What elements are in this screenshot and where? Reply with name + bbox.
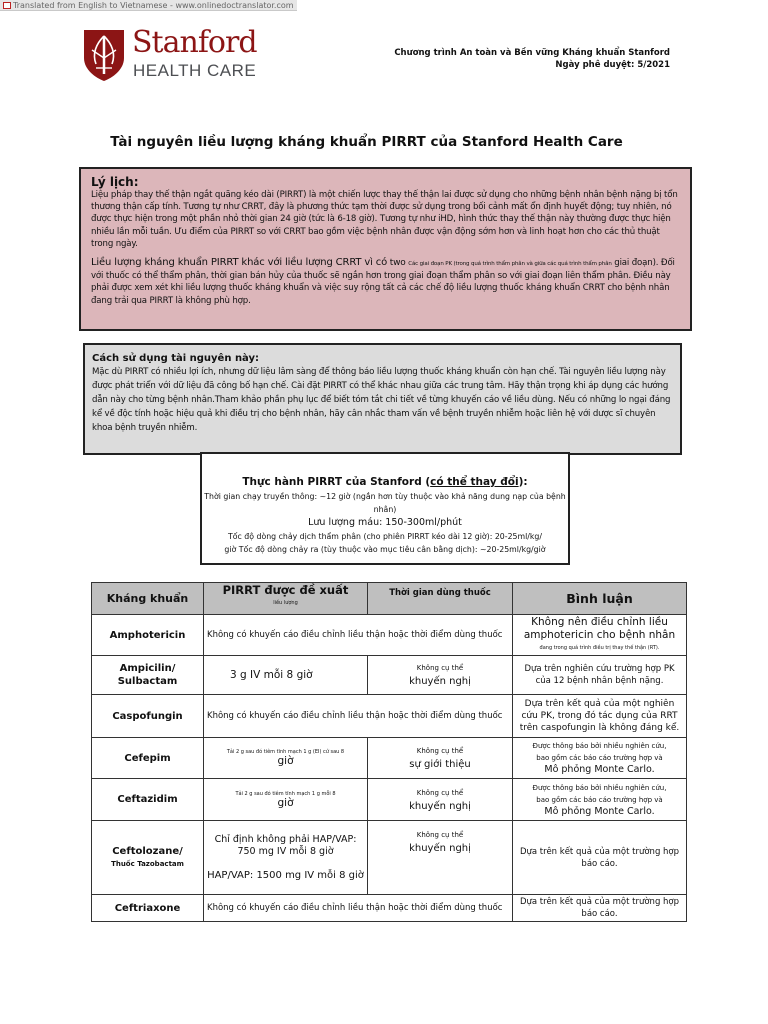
- ceftazidim-timing-1: Không cụ thể: [416, 788, 464, 797]
- cefepim-timing-1: Không cụ thể: [416, 747, 464, 755]
- ampicilin-comment: Dựa trên nghiên cứu trường hợp PK của 12 bệnh nhân bệnh nặng.: [513, 656, 687, 695]
- cefepim-dose-big: giờ: [277, 755, 294, 767]
- caspofungin-no-adjustment: Không có khuyến cáo điều chỉnh liều thận hoặc thời điểm dùng thuốc: [204, 695, 513, 738]
- background-paragraph-2: [91, 257, 680, 307]
- ceftolozane-timing-1: Không cụ thể: [416, 831, 464, 839]
- practice-runtime: Thời gian chạy truyền thông: ~12 giờ (ngắn hơn tùy thuộc vào khả năng dung nạp của bệnh nhân): [204, 492, 566, 514]
- table-row: [92, 656, 687, 695]
- table-header-row: [92, 583, 687, 615]
- amphotericin-comment-small: đang trong quá trình điều trị thay thế thận (RT).: [539, 645, 660, 651]
- usage-section: [83, 343, 682, 455]
- ampicilin-name-2: Sulbactam: [117, 676, 178, 687]
- ceftolozane-comment: Dựa trên kết quả của một trường hợp báo cáo.: [513, 821, 687, 895]
- table-row: [92, 738, 687, 779]
- program-name: Chương trình An toàn và Bền vững Kháng khuẩn Stanford: [394, 48, 670, 58]
- ceftazidim-dose-small: Tải 2 g sau đó tiêm tĩnh mạch 1 g mỗi 8: [235, 790, 336, 797]
- ceftolozane-dose-2: HAP/VAP: 1500 mg IV mỗi 8 giờ: [207, 869, 364, 881]
- drug-ampicilin-sulbactam: [92, 656, 204, 695]
- table-row: [92, 695, 687, 738]
- ceftriaxone-no-adjustment: Không có khuyến cáo điều chỉnh liều thận hoặc thời điểm dùng thuốc: [204, 895, 513, 922]
- amphotericin-no-adjustment: Không có khuyến cáo điều chỉnh liều thận hoặc thời điểm dùng thuốc: [204, 615, 513, 656]
- ceftazidim-timing-2: khuyến nghị: [409, 800, 471, 812]
- cefepim-comment: [513, 738, 687, 779]
- drug-caspofungin: Caspofungin: [92, 695, 204, 738]
- ampicilin-name-1: Ampicilin/: [119, 663, 176, 674]
- ceftazidim-comment: [513, 779, 687, 821]
- practice-title-suffix: ):: [518, 476, 528, 488]
- ampicilin-dose: 3 g IV mỗi 8 giờ: [204, 656, 368, 695]
- stanford-shield-icon: [82, 28, 126, 82]
- practice-effluent-rate: giờ Tốc độ dòng chảy ra (tùy thuộc vào mục tiêu cân bằng dịch): ~20-25ml/kg/giờ: [224, 545, 546, 554]
- ampicilin-timing-2: khuyến nghị: [409, 676, 471, 687]
- drug-ceftazidim: Ceftazidim: [92, 779, 204, 821]
- translation-banner-text: Translated from English to Vietnamese - www.onlinedoctranslator.com: [13, 0, 294, 10]
- background-heading: Lý lịch:: [91, 175, 139, 189]
- ceftazidim-comment-3: Mô phỏng Monte Carlo.: [544, 805, 655, 817]
- stanford-practice-box: [200, 452, 570, 565]
- drug-ceftolozane-tazobactam: [92, 821, 204, 895]
- ceftolozane-timing: [368, 821, 513, 895]
- header-antimicrobial: Kháng khuẩn: [92, 583, 204, 615]
- antimicrobial-dosing-table: [91, 582, 687, 922]
- cefepim-timing: [368, 738, 513, 779]
- cefepim-dose-small: Tải 2 g sau đó tiêm tĩnh mạch 1 g (EI) cứ sau 8: [226, 749, 345, 755]
- ceftazidim-dose-big: giờ: [277, 796, 294, 809]
- caspofungin-comment: Dựa trên kết quả của một nghiên cứu PK, trong đó tác dụng của RRT trên caspofungin là không đáng kể.: [513, 695, 687, 738]
- approval-date: Ngày phê duyệt: 5/2021: [555, 60, 670, 70]
- logo-wordmark: Stanford: [132, 25, 257, 60]
- practice-title-prefix: Thực hành PIRRT của Stanford (: [242, 476, 431, 488]
- header-recommended-dose-label: PIRRT được đề xuất: [222, 583, 349, 597]
- ceftolozane-name-small: Thuốc Tazobactam: [111, 859, 184, 868]
- ampicilin-timing-1: Không cụ thể: [416, 664, 464, 672]
- table-row: [92, 779, 687, 821]
- table-row: [92, 821, 687, 895]
- cefepim-comment-2: bao gồm các báo cáo trường hợp và: [536, 754, 663, 762]
- cefepim-comment-1: Được thông báo bởi nhiều nghiên cứu,: [532, 742, 667, 750]
- background-p2-rest: giai đoạn). Đối với thuốc có thể thẩm phân, thời gian bán hủy của thuốc sẽ ngắn hơn trong giai đoạn thẩm phân so với giai đoạn liên thẩm phân. Điều này phải được xem xét khi liều lượng thuốc kháng khuẩn và việc suy rộng tất cả các chế độ liều lượng thuốc kháng khuẩn CRRT cho bệnh nhân đang trải qua PIRRT là không phù hợp.: [91, 258, 675, 306]
- ceftazidim-dose: [204, 779, 368, 821]
- background-section: [79, 167, 692, 331]
- header-timing: Thời gian dùng thuốc: [368, 583, 513, 615]
- ceftazidim-comment-1: Được thông báo bởi nhiều nghiên cứu,: [532, 783, 667, 792]
- translate-icon: [3, 2, 11, 9]
- ceftolozane-timing-2: khuyến nghị: [409, 843, 471, 854]
- cefepim-timing-2: sự giới thiệu: [409, 759, 471, 770]
- background-p2-tiny: Các giai đoạn PK (trong quá trình thẩm phân và giữa các quá trình thẩm phân: [408, 261, 612, 268]
- ampicilin-timing: [368, 656, 513, 695]
- table-row: [92, 615, 687, 656]
- drug-cefepim: Cefepim: [92, 738, 204, 779]
- cefepim-comment-3: Mô phỏng Monte Carlo.: [544, 764, 655, 775]
- header-recommended-dose-sub: liều lượng: [273, 600, 298, 606]
- translation-banner[interactable]: [0, 0, 297, 11]
- practice-blood-flow: Lưu lượng máu: 150-300ml/phút: [308, 517, 462, 528]
- ceftolozane-dose-1: Chỉ định không phải HAP/VAP: 750 mg IV mỗi 8 giờ: [214, 833, 357, 857]
- practice-title: [202, 474, 568, 490]
- ceftriaxone-comment: Dựa trên kết quả của một trường hợp báo cáo.: [513, 895, 687, 922]
- header-comments: Bình luận: [513, 583, 687, 615]
- ceftolozane-dose: [204, 821, 368, 895]
- usage-body: Mặc dù PIRRT có nhiều lợi ích, nhưng dữ liệu lâm sàng để thông báo liều lượng thuốc kháng khuẩn còn hạn chế. Tài nguyên liều lượng này được phát triển với dữ liệu đã công bố hạn chế. Cài đặt PIRRT có thể khác nhau giữa các trung tâm. Hãy thận trọng khi áp dụng các hướng dẫn này cho từng bệnh nhân.Tham khảo phần phụ lục để biết tóm tắt chi tiết về từng khuyến cáo về liều dùng. Nếu có những lo ngại đáng kể về độc tính hoặc hiệu quả khi điều trị cho bệnh nhân, hãy cân nhắc tham vấn về bệnh truyền nhiễm hoặc liên hệ với dược sĩ chuyên khoa bệnh truyền nhiễm.: [92, 367, 671, 433]
- usage-heading: Cách sử dụng tài nguyên này:: [92, 353, 260, 364]
- ceftolozane-name: Ceftolozane/: [112, 845, 183, 857]
- background-p2-two: two: [389, 258, 406, 269]
- ceftazidim-timing: [368, 779, 513, 821]
- program-info: [394, 47, 670, 71]
- background-paragraph-1: Liệu pháp thay thế thận ngắt quãng kéo dài (PIRRT) là một chiến lược thay thế thận lai được sử dụng cho những bệnh nhân bệnh nặng bị tổn thương thận cấp tính. Tương tự như CRRT, đây là phương thức tạm thời được sử dụng trong bối cảnh mất ổn định huyết động; tuy nhiên, nó được thực hiện trong một phần nhỏ thời gian 24 giờ (tức là 6-18 giờ). Tương tự như iHD, hình thức thay thế thận này thường được thực hiện nhiều lần mỗi tuần. Ưu điểm của PIRRT so với CRRT bao gồm việc bệnh nhân được vận động sớm hơn và linh hoạt hơn cho các thủ thuật trong ngày.: [91, 190, 678, 249]
- ceftazidim-comment-2: bao gồm các báo cáo trường hợp và: [536, 795, 663, 804]
- stanford-logo: [82, 25, 272, 84]
- drug-ceftriaxone: Ceftriaxone: [92, 895, 204, 922]
- drug-amphotericin: Amphotericin: [92, 615, 204, 656]
- amphotericin-comment: [513, 615, 687, 656]
- table-row: [92, 895, 687, 922]
- logo-subtitle: HEALTH CARE: [133, 61, 257, 80]
- practice-title-underlined: có thể thay đổi: [430, 476, 519, 488]
- cefepim-dose: [204, 738, 368, 779]
- practice-dialysate-rate: Tốc độ dòng chảy dịch thẩm phân (cho phiên PIRRT kéo dài 12 giờ): 20-25ml/kg/: [228, 532, 542, 541]
- amphotericin-comment-main: Không nên điều chỉnh liều amphotericin cho bệnh nhân: [523, 616, 676, 641]
- document-title: Tài nguyên liều lượng kháng khuẩn PIRRT của Stanford Health Care: [110, 134, 623, 150]
- header-recommended-dose: [204, 583, 368, 615]
- background-p2-lead: Liều lượng kháng khuẩn PIRRT khác với liều lượng CRRT vì có: [91, 257, 388, 269]
